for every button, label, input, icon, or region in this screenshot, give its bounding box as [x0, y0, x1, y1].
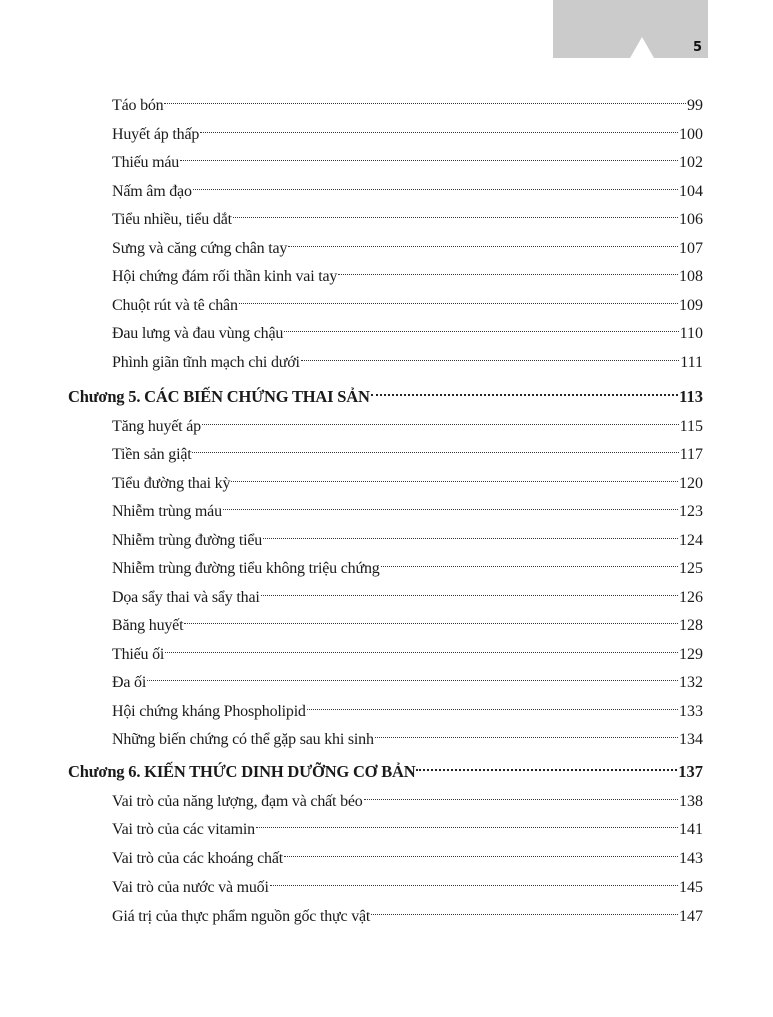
dot-leader	[338, 257, 678, 281]
toc-entry-page: 99	[687, 97, 703, 114]
dot-leader	[364, 782, 678, 806]
dot-leader	[231, 464, 678, 488]
dot-leader	[263, 521, 678, 545]
toc-entry-title: Tiểu đường thai kỳ	[112, 474, 231, 492]
toc-entry[interactable]	[112, 549, 703, 577]
dot-leader	[223, 492, 678, 516]
header-tab-notch	[630, 37, 654, 58]
toc-entry-title: Tiểu nhiều, tiểu dắt	[112, 211, 232, 228]
toc-entry[interactable]	[112, 692, 703, 720]
toc-entry[interactable]	[112, 343, 703, 371]
toc-entry-title: Vai trò của các vitamin	[112, 821, 255, 838]
toc-entry-page: 145	[679, 879, 703, 896]
toc-entry-title: Nhiễm trùng đường tiểu không triệu chứng	[112, 560, 380, 577]
toc-entry-page: 129	[679, 645, 703, 663]
toc-entry[interactable]	[112, 435, 703, 463]
toc-entry-title: Huyết áp thấp	[112, 125, 200, 143]
toc-entry-title: Hội chứng đám rối thần kinh vai tay	[112, 268, 338, 285]
toc-entry-page: 110	[679, 325, 703, 342]
toc-entry-page: 133	[679, 702, 703, 720]
dot-leader	[371, 378, 678, 402]
toc-entry[interactable]	[112, 172, 703, 200]
toc-entry[interactable]	[112, 897, 703, 925]
dot-leader	[180, 143, 678, 167]
toc-entry[interactable]	[112, 286, 703, 314]
toc-entry-page: 115	[679, 417, 703, 435]
dot-leader	[192, 435, 678, 459]
dot-leader	[164, 86, 686, 110]
toc-entry-page: 128	[679, 617, 703, 634]
toc-entry-title: Thiếu ối	[112, 645, 165, 663]
toc-entry-title: Hội chứng kháng Phospholipid	[112, 702, 306, 720]
toc-entry-title: Băng huyết	[112, 617, 184, 634]
toc-entry[interactable]	[112, 115, 703, 143]
toc-entry-page: 141	[679, 821, 703, 838]
toc-entry-page: 106	[679, 211, 703, 228]
dot-leader	[270, 868, 678, 892]
toc-entry-title: Vai trò của nước và muối	[112, 879, 269, 896]
toc-entry-title: Nhiễm trùng đường tiểu	[112, 531, 263, 549]
dot-leader	[261, 578, 678, 602]
toc-entry[interactable]	[112, 606, 703, 634]
dot-leader	[202, 407, 679, 431]
toc-entry-page: 111	[680, 353, 703, 371]
dot-leader	[288, 229, 678, 253]
toc-entry[interactable]	[112, 492, 703, 520]
toc-entry[interactable]	[112, 782, 703, 810]
toc-entry[interactable]	[112, 521, 703, 549]
toc-entry-page: 109	[679, 296, 703, 314]
toc-entry-title: Đa ối	[112, 674, 147, 691]
dot-leader	[375, 720, 678, 744]
toc-chapter-title: Chương 6. KIẾN THỨC DINH DƯỠNG CƠ BẢN	[68, 762, 416, 781]
toc-entry-title: Sưng và căng cứng chân tay	[112, 239, 288, 257]
toc-entry-page: 120	[679, 474, 703, 492]
dot-leader	[371, 897, 678, 921]
toc-entry-page: 107	[679, 239, 703, 257]
toc-entry-page: 125	[679, 560, 703, 577]
toc-chapter[interactable]	[68, 753, 703, 781]
dot-leader	[239, 286, 678, 310]
toc-entry[interactable]	[112, 635, 703, 663]
toc-entry-page: 134	[679, 731, 703, 748]
toc-entry-title: Đau lưng và đau vùng chậu	[112, 325, 284, 342]
toc-entry[interactable]	[112, 314, 703, 342]
toc-entry-title: Phình giãn tĩnh mạch chi dưới	[112, 353, 300, 371]
toc-entry[interactable]	[112, 464, 703, 492]
toc-entry[interactable]	[112, 578, 703, 606]
toc-chapter-page: 137	[678, 762, 703, 781]
toc-chapter-page: 113	[679, 387, 703, 406]
page-number: 5	[692, 40, 702, 55]
toc-entry-page: 147	[679, 908, 703, 925]
dot-leader	[165, 635, 678, 659]
dot-leader	[184, 606, 678, 630]
dot-leader	[193, 172, 678, 196]
toc-entry[interactable]	[112, 720, 703, 748]
toc-entry[interactable]	[112, 143, 703, 171]
toc-entry-title: Tiền sản giật	[112, 446, 192, 463]
toc-entry-title: Táo bón	[112, 97, 164, 114]
toc-entry[interactable]	[112, 257, 703, 285]
toc-entry-page: 124	[679, 531, 703, 549]
toc-entry-title: Thiếu máu	[112, 154, 180, 171]
toc-entry-title: Chuột rút và tê chân	[112, 296, 238, 314]
toc-entry-page: 108	[679, 268, 703, 285]
toc-entry-title: Giá trị của thực phẩm nguồn gốc thực vật	[112, 908, 371, 925]
toc-entry-title: Vai trò của các khoáng chất	[112, 850, 283, 867]
toc-entry[interactable]	[112, 663, 703, 691]
dot-leader	[301, 343, 679, 367]
toc-entry-page: 126	[679, 588, 703, 606]
dot-leader	[284, 314, 678, 338]
toc-entry-page: 132	[679, 674, 703, 691]
dot-leader	[256, 810, 678, 834]
toc-entry-page: 117	[679, 446, 703, 463]
dot-leader	[307, 692, 678, 716]
toc-entry-title: Nhiễm trùng máu	[112, 503, 222, 520]
toc-entry[interactable]	[112, 200, 703, 228]
dot-leader	[284, 839, 678, 863]
toc-entry-title: Nấm âm đạo	[112, 182, 192, 200]
toc-entry-title: Vai trò của năng lượng, đạm và chất béo	[112, 792, 363, 810]
toc-chapter-title: Chương 5. CÁC BIẾN CHỨNG THAI SẢN	[68, 387, 370, 406]
toc-entry[interactable]	[112, 868, 703, 896]
dot-leader	[147, 663, 678, 687]
toc-entry[interactable]	[112, 229, 703, 257]
dot-leader	[233, 200, 678, 224]
toc-entry[interactable]	[112, 407, 703, 435]
toc-entry-page: 138	[679, 792, 703, 810]
toc-entry-page: 100	[679, 125, 703, 143]
toc-entry-page: 123	[679, 503, 703, 520]
toc-entry[interactable]	[112, 810, 703, 838]
toc-chapter[interactable]	[68, 378, 703, 406]
dot-leader	[381, 549, 678, 573]
toc-entry-page: 143	[679, 850, 703, 867]
toc-entry-title: Những biến chứng có thể gặp sau khi sinh	[112, 731, 374, 748]
toc-entry-page: 102	[679, 154, 703, 171]
toc-entry[interactable]	[112, 839, 703, 867]
toc-entry-title: Tăng huyết áp	[112, 417, 201, 435]
dot-leader	[200, 115, 678, 139]
dot-leader	[416, 753, 677, 777]
toc-entry[interactable]	[112, 86, 703, 114]
toc-entry-title: Dọa sẩy thai và sẩy thai	[112, 588, 260, 606]
toc-entry-page: 104	[679, 182, 703, 200]
